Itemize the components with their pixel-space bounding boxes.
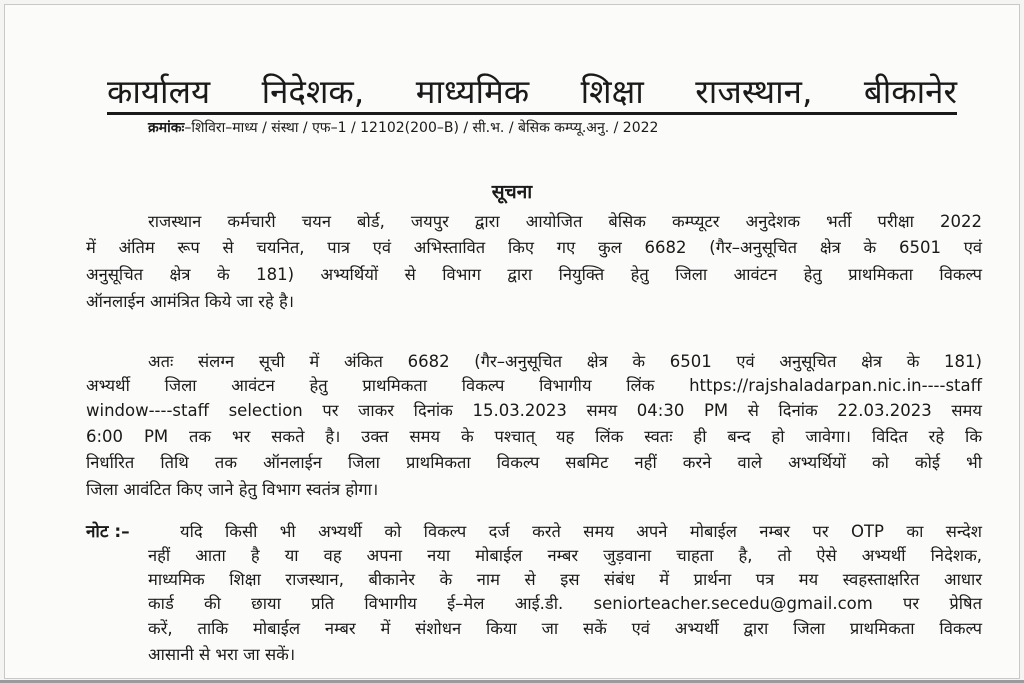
paragraph2-line: अतः संलग्न सूची में अंकित 6682 (गैर–अनुसूचित क्षेत्र के 6501 एवं अनुसूचित क्षेत्र के 181) xyxy=(148,352,982,371)
reference-number xyxy=(148,118,908,138)
paragraph1-line: ऑनलाईन आमंत्रित किये जा रहे है। xyxy=(86,292,295,311)
paragraph1-line: में अंतिम रूप से चयनित, पात्र एवं अभिस्तावित किए गए कुल 6682 (गैर–अनुसूचित क्षेत्र के 6501 एवं xyxy=(86,238,982,257)
note-line: आसानी से भरा जा सकें। xyxy=(148,645,296,664)
paragraph2-line: निर्धारित तिथि तक ऑनलाईन जिला प्राथमिकता विकल्प सबमिट नहीं करने वाले अभ्यर्थियों को कोई भी xyxy=(86,453,982,472)
paragraph2-line: 6:00 PM तक भर सकते है। उक्त समय के पश्चात् यह लिंक स्वतः ही बन्द हो जावेगा। विदित रहे कि xyxy=(86,427,982,446)
note-line: कार्ड की छाया प्रति विभागीय ई–मेल आई.डी. seniorteacher.secedu@gmail.com पर प्रेषित xyxy=(148,594,982,613)
paragraph2-line: window----staff selection पर जाकर दिनांक 15.03.2023 समय 04:30 PM से दिनांक 22.03.2023 समय xyxy=(86,401,982,420)
paragraph2-line: जिला आवंटित किए जाने हेतु विभाग स्वतंत्र होगा। xyxy=(86,480,379,499)
note-line: नहीं आता है या वह अपना नया मोबाईल नम्बर जुड़वाना चाहता है, तो ऐसे अभ्यर्थी निदेशक, xyxy=(148,546,982,565)
paragraph1-line: राजस्थान कर्मचारी चयन बोर्ड, जयपुर द्वारा आयोजित बेसिक कम्प्यूटर अनुदेशक भर्ती परीक्षा 2022 xyxy=(148,212,982,231)
paragraph2-line: अभ्यर्थी जिला आवंटन हेतु प्राथमिकता विकल्प विभागीय लिंक https://rajshaladarpan.nic.in----staff xyxy=(86,376,982,395)
note-line: यदि किसी भी अभ्यर्थी को विकल्प दर्ज करते समय अपने मोबाईल नम्बर पर OTP का सन्देश xyxy=(180,522,982,541)
paragraph1-line: अनुसूचित क्षेत्र के 181) अभ्यर्थियों से विभाग द्वारा नियुक्ति हेतु जिला आवंटन हेतु प्राथमिकता विकल्प xyxy=(86,265,982,284)
note-line: करें, ताकि मोबाईल नम्बर में संशोधन किया जा सकें एवं अभ्यर्थी द्वारा जिला प्राथमिकता विकल्प xyxy=(148,619,982,638)
ref-label: क्रमांकः xyxy=(148,120,185,136)
note-label: नोट :– xyxy=(86,522,130,542)
note-line: माध्यमिक शिक्षा राजस्थान, बीकानेर के नाम से इस संबंध में प्रार्थना पत्र मय स्वहस्ताक्षरित आधार xyxy=(148,570,982,589)
ref-value: –शिविरा–माध्य / संस्था / एफ–1 / 12102(200–B) / सी.भ. / बेसिक कम्प्यू.अनु. / 2022 xyxy=(184,120,659,136)
office-title: कार्यालय निदेशक, माध्यमिक शिक्षा राजस्थान, बीकानेर xyxy=(107,72,957,115)
notice-heading: सूचना xyxy=(491,181,533,203)
